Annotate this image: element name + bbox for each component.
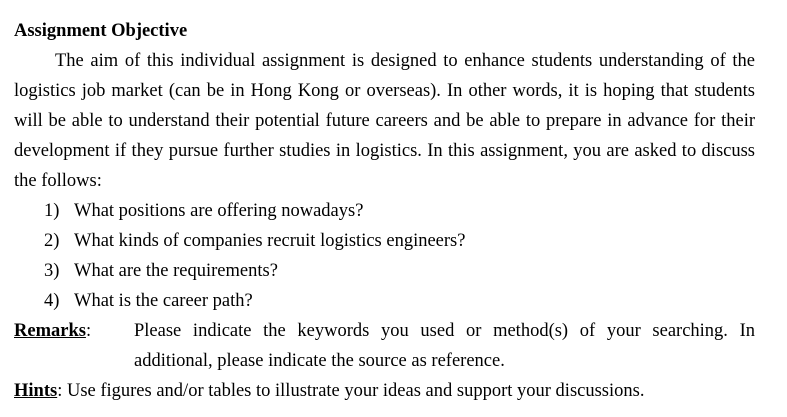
hints-text: Use figures and/or tables to illustrate your ideas and support your discussions. bbox=[62, 381, 645, 401]
remarks-text: Please indicate the keywords you used or method(s) of your searching. In additional, please indicate the source as reference. bbox=[134, 321, 755, 371]
remarks-label-cell bbox=[14, 316, 134, 376]
intro-paragraph: The aim of this individual assignment is designed to enhance students understanding of the logistics job market (can be in Hong Kong or overseas). In other words, it is hoping that students will be able to understand their potential future careers and be able to prepare in advance for their development if they pursue further studies in logistics. In this assignment, you are asked to discuss the follows: bbox=[14, 51, 755, 191]
list-item bbox=[14, 256, 755, 286]
remarks-label: Remarks bbox=[14, 321, 86, 341]
hints-label: Hints bbox=[14, 381, 58, 401]
section-heading: Assignment Objective bbox=[14, 21, 188, 41]
question-list bbox=[14, 196, 755, 316]
list-item bbox=[14, 196, 755, 226]
list-item bbox=[14, 226, 755, 256]
list-number: 4) bbox=[44, 291, 60, 311]
remarks-block bbox=[14, 316, 755, 376]
document bbox=[14, 16, 755, 406]
list-item bbox=[14, 286, 755, 316]
list-text: What kinds of companies recruit logistics engineers? bbox=[74, 231, 466, 251]
remarks-colon: : bbox=[85, 321, 92, 341]
list-text: What positions are offering nowadays? bbox=[74, 201, 364, 221]
list-number: 1) bbox=[44, 201, 60, 221]
list-number: 2) bbox=[44, 231, 60, 251]
hints-colon: : bbox=[57, 381, 63, 401]
hints-block bbox=[14, 376, 755, 406]
list-number: 3) bbox=[44, 261, 60, 281]
list-text: What are the requirements? bbox=[74, 261, 278, 281]
list-text: What is the career path? bbox=[74, 291, 253, 311]
